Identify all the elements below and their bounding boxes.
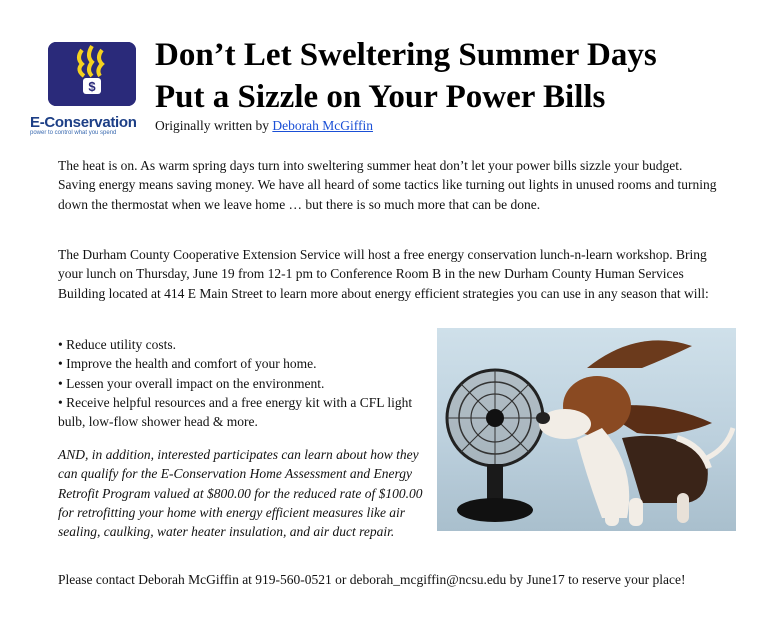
list-item: • Reduce utility costs.	[58, 337, 176, 352]
dog-icon	[536, 340, 733, 526]
workshop-paragraph: The Durham County Cooperative Extension Service will host a free energy conservation lunch-n-learn workshop. Bring your lunch on Thursday, June 19 from 12-1 pm to Conference Room B in the new Durham County Human Services Building located at 414 E Main Street to learn more about energy efficient strategies you can use in any season that will:	[58, 247, 709, 301]
dog-fan-photo	[437, 328, 736, 531]
title-line-1: Don’t Let Sweltering Summer Days	[155, 37, 657, 73]
title-line-2: Put a Sizzle on Your Power Bills	[155, 79, 606, 115]
dog-and-fan-illustration	[437, 328, 736, 531]
list-item: • Improve the health and comfort of your home.	[58, 356, 317, 372]
logo-tagline: power to control what you spend	[30, 130, 117, 136]
svg-text:$: $	[88, 79, 96, 94]
list-item: • Receive helpful resources and a free energy kit with a CFL light bulb, low-flow shower head & more.	[58, 394, 413, 430]
retrofit-paragraph: AND, in addition, interested participates can learn about how they can qualify for the E-Conservation Home Assessment and Energy Retrofit Program valued at $800.00 for the reduced rate of $100.00 for retrofitting your home with energy efficient measures like air sealing, caulking, water heater insulation, and air duct repair.	[58, 447, 423, 540]
list-item: • Lessen your overall impact on the environment.	[58, 375, 325, 391]
author-link[interactable]: Deborah McGiffin	[272, 118, 373, 133]
e-conservation-logo	[30, 42, 142, 136]
fan-icon	[447, 370, 543, 522]
byline	[155, 118, 373, 134]
logo-name: E-Conservation	[30, 114, 137, 131]
benefits-list	[58, 335, 426, 431]
contact-paragraph: Please contact Deborah McGiffin at 919-560-0521 or deborah_mcgiffin@ncsu.edu by June17 to reserve your place!	[58, 572, 686, 587]
lightbulb-icon	[48, 42, 136, 106]
intro-paragraph: The heat is on. As warm spring days turn into sweltering summer heat don’t let your power bills sizzle your budget. Saving energy means saving money. We have all heard of some tactics like turning out lights in unused rooms and turning down the thermostat when we leave home … but there is so much more that can be done.	[58, 158, 717, 212]
page-title	[155, 34, 755, 118]
byline-prefix: Originally written by	[155, 118, 273, 133]
